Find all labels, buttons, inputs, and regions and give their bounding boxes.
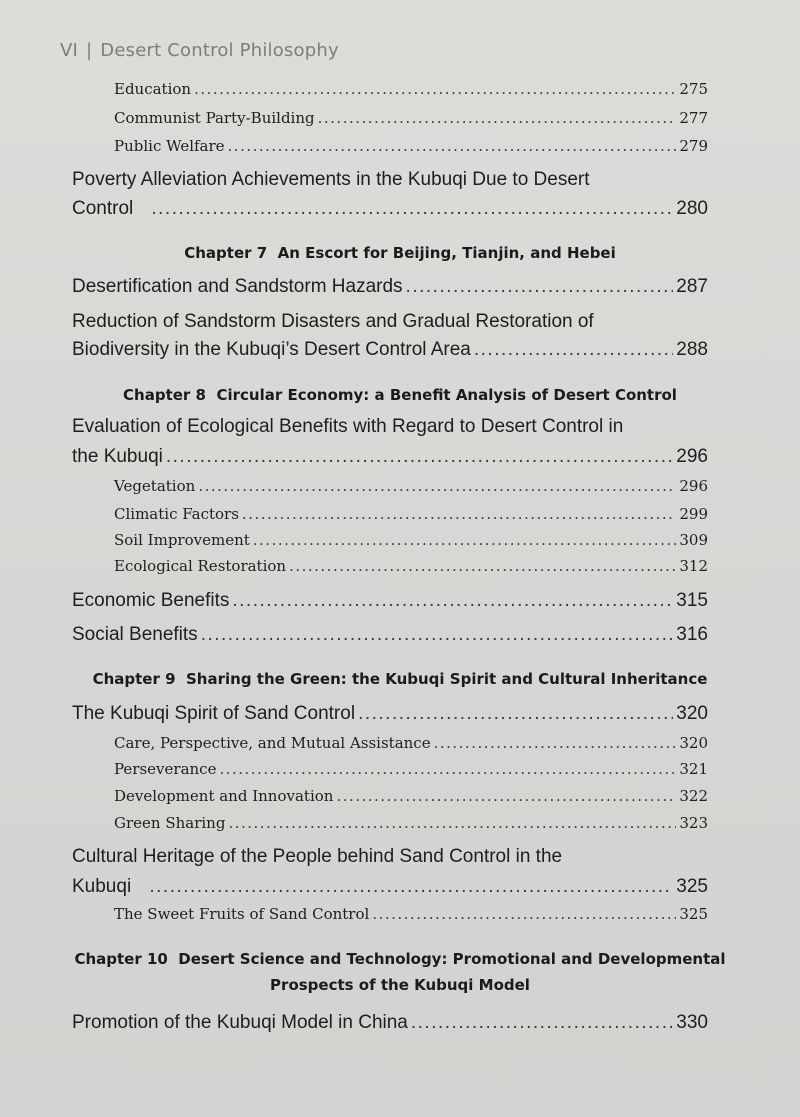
toc-entry-social-benefits: Social Benefits ..... 316 xyxy=(72,624,708,646)
toc-entry-development-innovation: Development and Innovation ..... 322 xyxy=(114,787,708,805)
book-title: Desert Control Philosophy xyxy=(100,40,339,61)
page-number-roman: VI xyxy=(60,40,79,61)
toc-entry-sweet-fruits: The Sweet Fruits of Sand Control ..... 325 xyxy=(114,905,708,923)
toc-entry-care: Care, Perspective, and Mutual Assistance ..... 320 xyxy=(114,734,708,752)
chapter-7-heading: Chapter 7 An Escort for Beijing, Tianjin, and Hebei xyxy=(184,244,616,262)
toc-entry-perseverance: Perseverance ..... 321 xyxy=(114,760,708,778)
toc-entry-public-welfare: Public Welfare ..... 279 xyxy=(114,137,708,155)
toc-entry-vegetation: Vegetation ..... 296 xyxy=(114,477,708,495)
toc-entry-economic-benefits: Economic Benefits ..... 315 xyxy=(72,590,708,612)
toc-entry-evaluation-line1: Evaluation of Ecological Benefits with Regard to Desert Control in xyxy=(72,416,624,437)
chapter-10-heading: Chapter 10 Desert Science and Technology: Promotional and Developmental xyxy=(74,950,726,968)
toc-entry-poverty-line1: Poverty Alleviation Achievements in the Kubuqi Due to Desert xyxy=(72,169,590,190)
chapter-9-heading: Chapter 9 Sharing the Green: the Kubuqi Spirit and Cultural Inheritance xyxy=(92,670,708,688)
toc-entry-green-sharing: Green Sharing ..... 323 xyxy=(114,814,708,832)
toc-entry-desertification: Desertification and Sandstorm Hazards ..... 287 xyxy=(72,276,708,298)
toc-entry-climatic-factors: Climatic Factors ..... 299 xyxy=(114,505,708,523)
chapter-10-heading-line2: Prospects of the Kubuqi Model xyxy=(270,976,530,994)
toc-entry-promotion: Promotion of the Kubuqi Model in China ..... 330 xyxy=(72,1012,708,1034)
toc-entry-reduction-line1: Reduction of Sandstorm Disasters and Gradual Restoration of xyxy=(72,311,594,332)
toc-entry-poverty: Control ..... 280 xyxy=(72,198,708,220)
toc-entry-evaluation: the Kubuqi ..... 296 xyxy=(72,446,708,468)
header-separator: | xyxy=(86,40,93,61)
toc-entry-heritage: Kubuqi ..... 325 xyxy=(72,876,708,898)
chapter-8-heading: Chapter 8 Circular Economy: a Benefit Analysis of Desert Control xyxy=(123,386,677,404)
toc-entry-reduction: Biodiversity in the Kubuqi’s Desert Control Area ..... 288 xyxy=(72,339,708,361)
running-head xyxy=(60,40,339,61)
toc-entry-ecological-restoration: Ecological Restoration ..... 312 xyxy=(114,557,708,575)
toc-entry-party-building: Communist Party-Building ..... 277 xyxy=(114,109,708,127)
toc-entry-education: Education ..... 275 xyxy=(114,80,708,98)
toc-entry-soil-improvement: Soil Improvement ..... 309 xyxy=(114,531,708,549)
toc-entry-heritage-line1: Cultural Heritage of the People behind Sand Control in the xyxy=(72,846,563,867)
toc-entry-kubuqi-spirit: The Kubuqi Spirit of Sand Control ..... 320 xyxy=(72,703,708,725)
